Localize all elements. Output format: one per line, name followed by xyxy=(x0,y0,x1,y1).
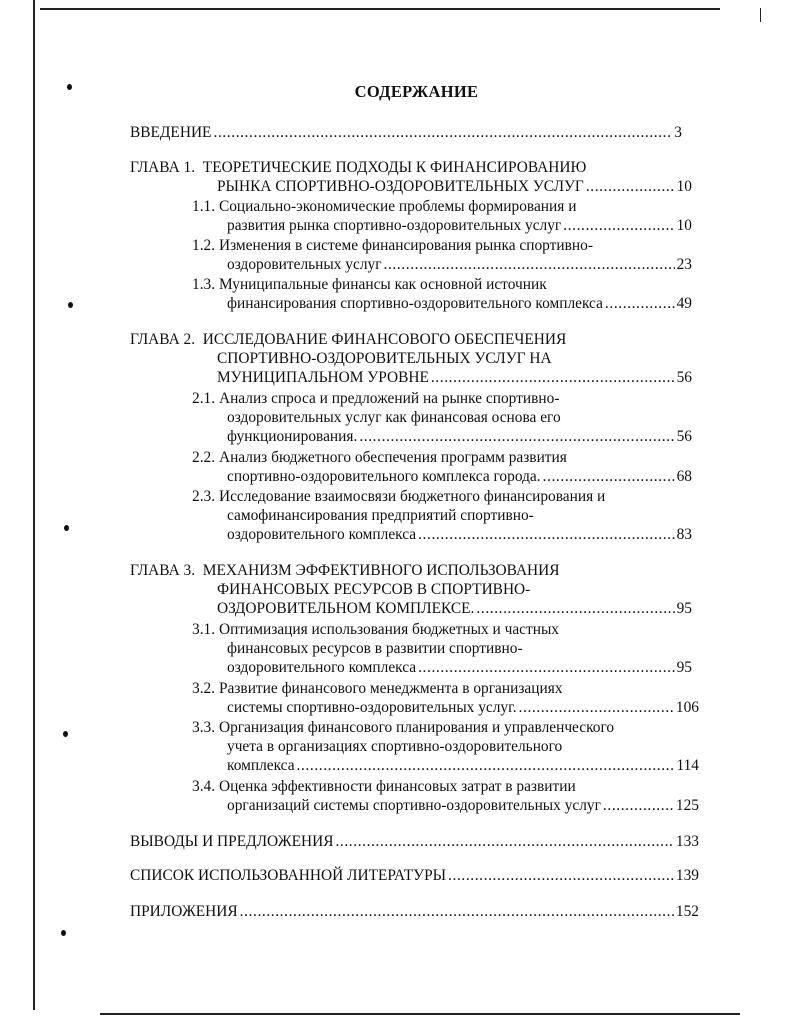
toc-leader xyxy=(418,525,675,544)
toc-section-2-1-line-3 xyxy=(227,427,692,446)
toc-entry-label: ВЫВОДЫ И ПРЕДЛОЖЕНИЯ xyxy=(130,833,334,850)
toc-entry-label: ВВЕДЕНИЕ xyxy=(130,124,212,141)
toc-section-2-1-line-1 xyxy=(192,389,559,408)
toc-chapter-2-line-1 xyxy=(130,330,566,349)
toc-section-2-2-line-1 xyxy=(192,448,567,467)
toc-entry-intro xyxy=(130,123,682,142)
toc-chapter-3-line-1 xyxy=(130,561,560,580)
toc-entry-label: СПИСОК ИСПОЛЬЗОВАННОЙ ЛИТЕРАТУРЫ xyxy=(130,867,447,884)
chapter-title-line: МЕХАНИЗМ ЭФФЕКТИВНОГО ИСПОЛЬЗОВАНИЯ xyxy=(202,562,560,579)
toc-section-2-3-line-2 xyxy=(227,506,534,525)
section-title-line: Организация финансового планирования и управленческого xyxy=(218,719,615,736)
toc-leader xyxy=(603,796,674,815)
toc-leader xyxy=(586,177,675,196)
section-number: 2.3. xyxy=(192,488,216,505)
toc-chapter-2-line-2 xyxy=(217,349,552,368)
chapter-title-line: МУНИЦИПАЛЬНОМ УРОВНЕ xyxy=(217,369,429,386)
toc-section-1-1-line-1 xyxy=(192,197,576,216)
chapter-number: ГЛАВА 1. xyxy=(130,159,196,176)
toc-leader xyxy=(297,756,675,775)
chapter-title-line: ТЕОРЕТИЧЕСКИЕ ПОДХОДЫ К ФИНАНСИРОВАНИЮ xyxy=(202,159,587,176)
toc-leader xyxy=(431,368,675,387)
toc-page-number: 10 xyxy=(676,178,692,195)
section-number: 3.3. xyxy=(192,719,216,736)
section-title-line: оздоровительных услуг xyxy=(227,256,382,273)
toc-entry-conclusions xyxy=(130,832,699,851)
toc-chapter-2-line-3 xyxy=(217,368,692,387)
section-title-line: организаций системы спортивно-оздоровительных услуг xyxy=(227,797,601,814)
chapter-title-line: РЫНКА СПОРТИВНО-ОЗДОРОВИТЕЛЬНЫХ УСЛУГ xyxy=(217,178,584,195)
toc-page-number: 139 xyxy=(675,867,699,884)
toc-chapter-3-line-2 xyxy=(217,580,530,599)
toc-chapter-3-line-3 xyxy=(217,599,692,618)
toc-leader xyxy=(418,658,675,677)
toc-section-3-2-line-2 xyxy=(227,698,699,717)
section-title-line: учета в организациях спортивно-оздоровительного xyxy=(227,738,563,755)
toc-section-3-2-line-1 xyxy=(192,679,563,698)
toc-leader xyxy=(543,467,675,486)
toc-page-number: 3 xyxy=(674,124,682,141)
section-number: 3.1. xyxy=(192,621,216,638)
chapter-number: ГЛАВА 2. xyxy=(130,331,196,348)
toc-section-2-2-line-2 xyxy=(227,467,692,486)
chapter-title-line: ИССЛЕДОВАНИЕ ФИНАНСОВОГО ОБЕСПЕЧЕНИЯ xyxy=(202,331,567,348)
toc-leader xyxy=(359,427,674,446)
toc-section-3-4-line-2 xyxy=(227,796,699,815)
toc-section-3-1-line-1 xyxy=(192,620,559,639)
section-title-line: Анализ бюджетного обеспечения программ развития xyxy=(218,449,567,466)
toc-page-number: 23 xyxy=(676,256,692,273)
chapter-title-line: ОЗДОРОВИТЕЛЬНОМ КОМПЛЕКСЕ. xyxy=(217,600,475,617)
section-title-line: оздоровительного комплекса xyxy=(227,659,417,676)
section-title-line: Муниципальные финансы как основной источник xyxy=(218,276,547,293)
toc-page-number: 49 xyxy=(676,295,692,312)
toc-page-number: 114 xyxy=(676,757,699,774)
section-title-line: функционирования. xyxy=(227,428,358,445)
toc-section-3-3-line-2 xyxy=(227,737,562,756)
toc-chapter-1-line-2 xyxy=(217,177,692,196)
section-number: 2.2. xyxy=(192,449,216,466)
toc-section-2-1-line-2 xyxy=(227,408,561,427)
toc-section-3-4-line-1 xyxy=(192,777,576,796)
section-number: 1.2. xyxy=(192,237,216,254)
toc-section-1-1-line-2 xyxy=(227,216,692,235)
section-number: 3.4. xyxy=(192,778,216,795)
section-title-line: Оценка эффективности финансовых затрат в развитии xyxy=(218,778,576,795)
section-title-line: комплекса xyxy=(227,757,295,774)
toc-page-number: 133 xyxy=(675,833,699,850)
toc-section-2-3-line-3 xyxy=(227,525,692,544)
toc-entry-label: ПРИЛОЖЕНИЯ xyxy=(130,903,238,920)
toc-page-number: 125 xyxy=(675,797,699,814)
section-title-line: самофинансирования предприятий спортивно- xyxy=(227,507,534,524)
toc-leader xyxy=(335,832,673,851)
toc-leader xyxy=(213,123,672,142)
toc-leader xyxy=(384,255,675,274)
toc-page-number: 95 xyxy=(676,659,692,676)
section-number: 2.1. xyxy=(192,390,216,407)
toc-section-1-2-line-2 xyxy=(227,255,692,274)
section-title-line: Анализ спроса и предложений на рынке спортивно- xyxy=(218,390,560,407)
chapter-number: ГЛАВА 3. xyxy=(130,562,196,579)
section-title-line: оздоровительных услуг как финансовая основа его xyxy=(227,409,561,426)
toc-entry-references xyxy=(130,866,699,885)
section-number: 1.3. xyxy=(192,276,216,293)
page-title: СОДЕРЖАНИЕ xyxy=(354,82,479,101)
toc-chapter-1-line-1 xyxy=(130,158,586,177)
toc-page-number: 106 xyxy=(675,699,699,716)
toc-leader xyxy=(563,216,674,235)
toc-leader xyxy=(476,599,674,618)
section-title-line: Социально-экономические проблемы формирования и xyxy=(218,198,577,215)
chapter-title-line: ФИНАНСОВЫХ РЕСУРСОВ В СПОРТИВНО- xyxy=(217,581,531,598)
section-title-line: Изменения в системе финансирования рынка спортивно- xyxy=(218,237,593,254)
toc-page-number: 95 xyxy=(676,600,692,617)
toc-section-3-3-line-1 xyxy=(192,718,614,737)
section-title-line: системы спортивно-оздоровительных услуг. xyxy=(227,699,517,716)
toc-page-number: 10 xyxy=(676,217,692,234)
section-title-line: Исследование взаимосвязи бюджетного финансирования и xyxy=(218,488,606,505)
toc-section-3-1-line-3 xyxy=(227,658,692,677)
toc-page-number: 83 xyxy=(676,526,692,543)
toc-page-number: 56 xyxy=(676,369,692,386)
toc-section-1-3-line-2 xyxy=(227,294,692,313)
chapter-title-line: СПОРТИВНО-ОЗДОРОВИТЕЛЬНЫХ УСЛУГ НА xyxy=(217,350,552,367)
toc-section-3-1-line-2 xyxy=(227,639,523,658)
toc-leader xyxy=(605,294,675,313)
toc-leader xyxy=(448,866,674,885)
toc-section-1-3-line-1 xyxy=(192,275,547,294)
section-title-line: Развитие финансового менеджмента в организациях xyxy=(218,680,563,697)
toc-page-number: 152 xyxy=(675,903,699,920)
toc-section-1-2-line-1 xyxy=(192,236,593,255)
section-title-line: спортивно-оздоровительного комплекса города. xyxy=(227,468,541,485)
toc-leader xyxy=(240,902,674,921)
section-title-line: Оптимизация использования бюджетных и частных xyxy=(218,621,559,638)
section-title-line: развития рынка спортивно-оздоровительных услуг xyxy=(227,217,562,234)
section-title-line: оздоровительного комплекса xyxy=(227,526,417,543)
section-title-line: финансовых ресурсов в развитии спортивно- xyxy=(227,640,523,657)
toc-page-number: 68 xyxy=(676,468,692,485)
toc-page-number: 56 xyxy=(676,428,692,445)
section-title-line: финансирования спортивно-оздоровительного комплекса xyxy=(227,295,603,312)
section-number: 3.2. xyxy=(192,680,216,697)
section-number: 1.1. xyxy=(192,198,216,215)
toc-entry-appendices xyxy=(130,902,699,921)
toc-section-2-3-line-1 xyxy=(192,487,605,506)
toc-leader xyxy=(519,698,674,717)
toc-section-3-3-line-3 xyxy=(227,756,699,775)
